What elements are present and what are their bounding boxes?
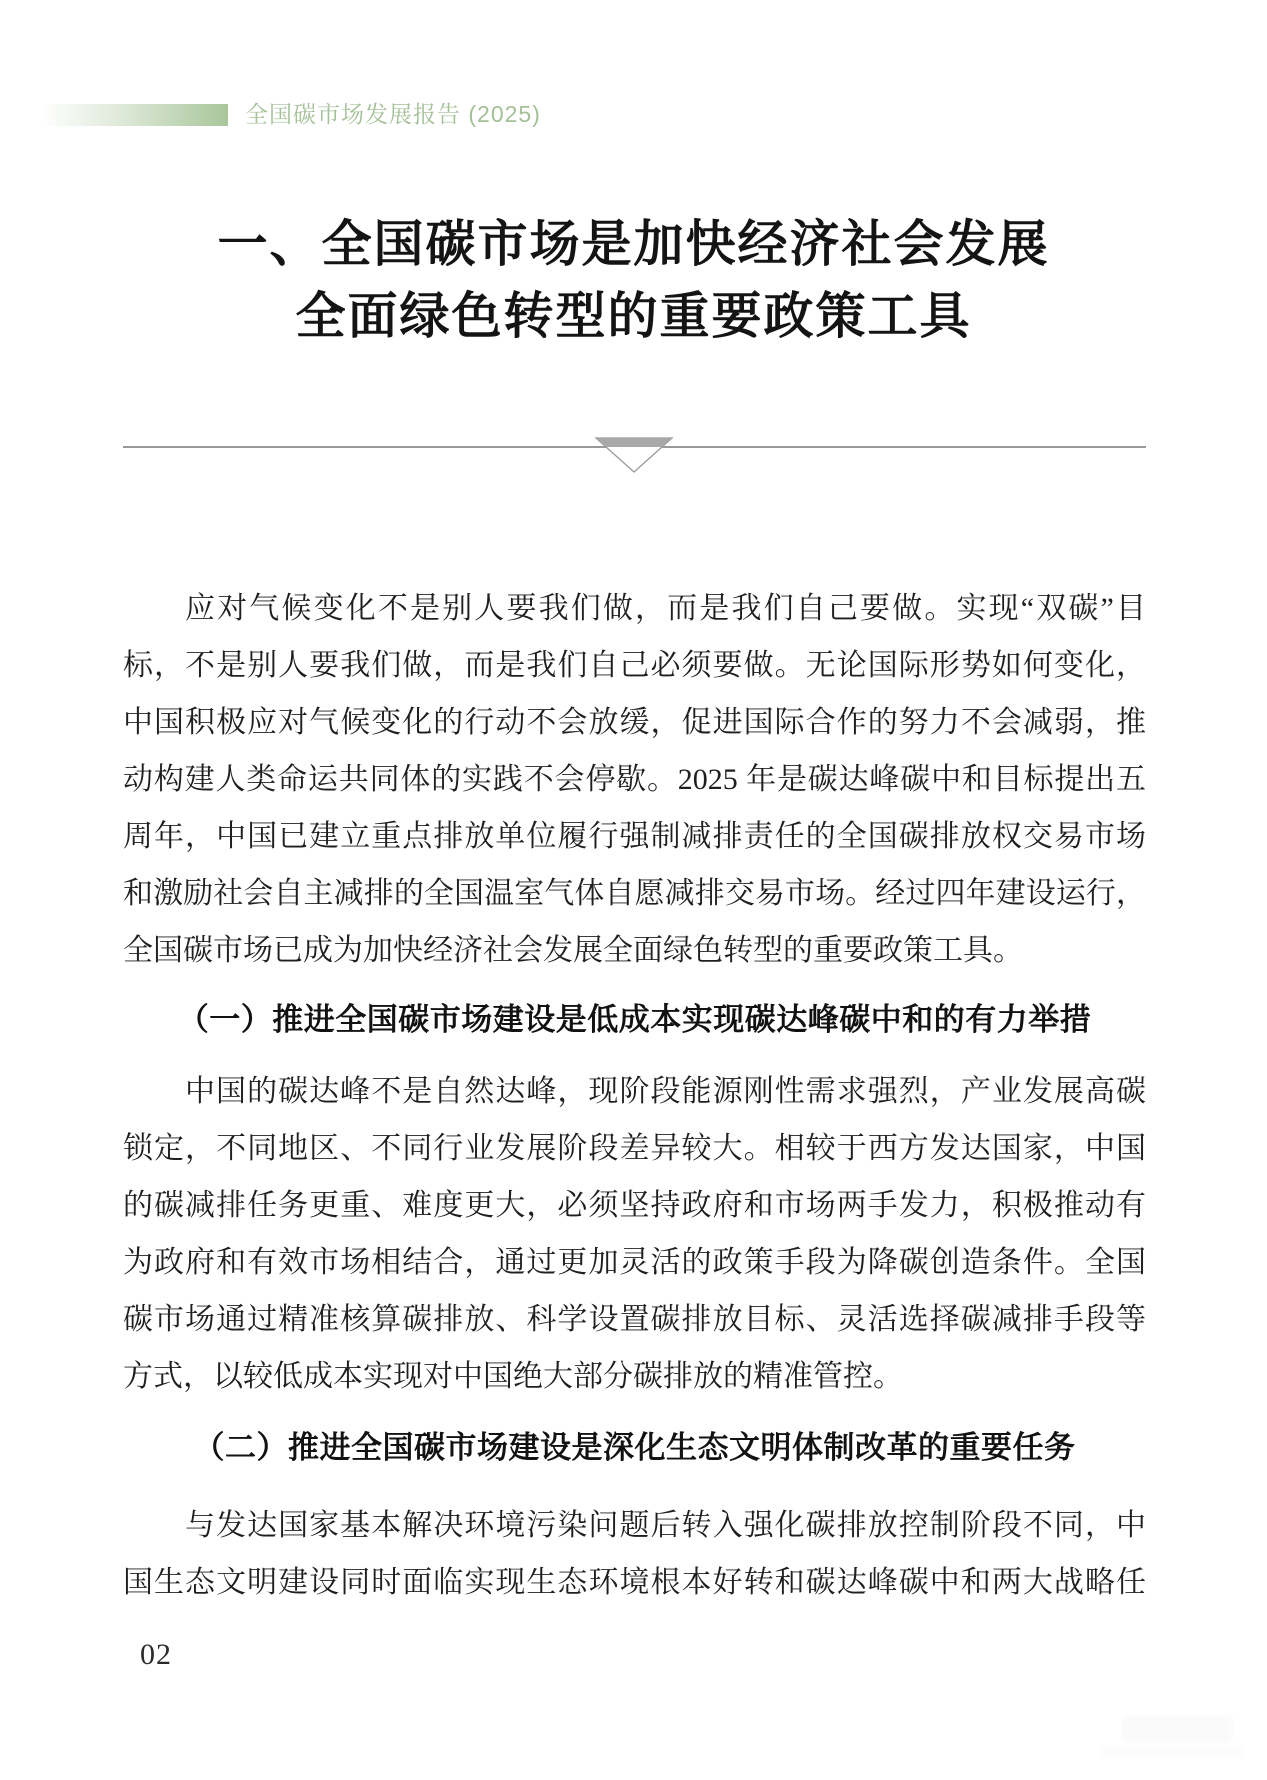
paragraph: [123, 1063, 1146, 1405]
running-header: [40, 103, 541, 126]
paragraph-line: 锁定，不同地区、不同行业发展阶段差异较大。相较于西方发达国家，中国: [123, 1132, 1146, 1165]
body-text: [123, 580, 1146, 1611]
paragraph-line: 动构建人类命运共同体的实践不会停歇。2025 年是碳达峰碳中和目标提出五: [123, 763, 1146, 796]
paragraph-line: 方式，以较低成本实现对中国绝大部分碳排放的精准管控。: [123, 1360, 903, 1393]
paragraph-line: 全国碳市场已成为加快经济社会发展全面绿色转型的重要政策工具。: [123, 934, 1023, 967]
section-divider: [123, 437, 1146, 477]
paragraph: [123, 580, 1146, 979]
paragraph-line: 标，不是别人要我们做，而是我们自己必须要做。无论国际形势如何变化，: [123, 649, 1146, 682]
paragraph-line: 的碳减排任务更重、难度更大，必须坚持政府和市场两手发力，积极推动有: [123, 1189, 1146, 1222]
paragraph-line: 应对气候变化不是别人要我们做，而是我们自己要做。实现“双碳”目: [185, 592, 1146, 625]
paragraph-line: 中国积极应对气候变化的行动不会放缓，促进国际合作的努力不会减弱，推: [123, 706, 1146, 739]
section-heading-1: （一）推进全国碳市场建设是低成本实现碳达峰碳中和的有力举措: [177, 1002, 1092, 1037]
watermark-subtext: [1102, 1748, 1242, 1758]
watermark-logo: [1122, 1716, 1232, 1742]
paragraph-line: 与发达国家基本解决环境污染问题后转入强化碳排放控制阶段不同，中: [185, 1509, 1146, 1542]
chapter-title-line1: 一、全国碳市场是加快经济社会发展: [217, 216, 1050, 272]
paragraph-line: 中国的碳达峰不是自然达峰，现阶段能源刚性需求强烈，产业发展高碳: [185, 1075, 1146, 1108]
section-heading-2: （二）推进全国碳市场建设是深化生态文明体制改革的重要任务: [193, 1430, 1076, 1465]
page-number: 02: [140, 1638, 172, 1671]
report-title: 全国碳市场发展报告 (2025): [245, 101, 541, 127]
paragraph: [123, 1497, 1146, 1611]
chapter-title: [0, 208, 1267, 352]
paragraph-line: 和激励社会自主减排的全国温室气体自愿减排交易市场。经过四年建设运行，: [123, 877, 1146, 910]
paragraph-line: 国生态文明建设同时面临实现生态环境根本好转和碳达峰碳中和两大战略任: [123, 1566, 1146, 1599]
paragraph-line: 为政府和有效市场相结合，通过更加灵活的政策手段为降碳创造条件。全国: [123, 1246, 1146, 1279]
header-gradient-bar: [40, 104, 228, 126]
paragraph-line: 周年，中国已建立重点排放单位履行强制减排责任的全国碳排放权交易市场: [123, 820, 1146, 853]
chapter-title-line2: 全面绿色转型的重要政策工具: [295, 288, 972, 344]
paragraph-line: 碳市场通过精准核算碳排放、科学设置碳排放目标、灵活选择碳减排手段等: [123, 1303, 1146, 1336]
watermark: [1102, 1716, 1247, 1758]
divider-triangle-icon: [123, 437, 1146, 477]
